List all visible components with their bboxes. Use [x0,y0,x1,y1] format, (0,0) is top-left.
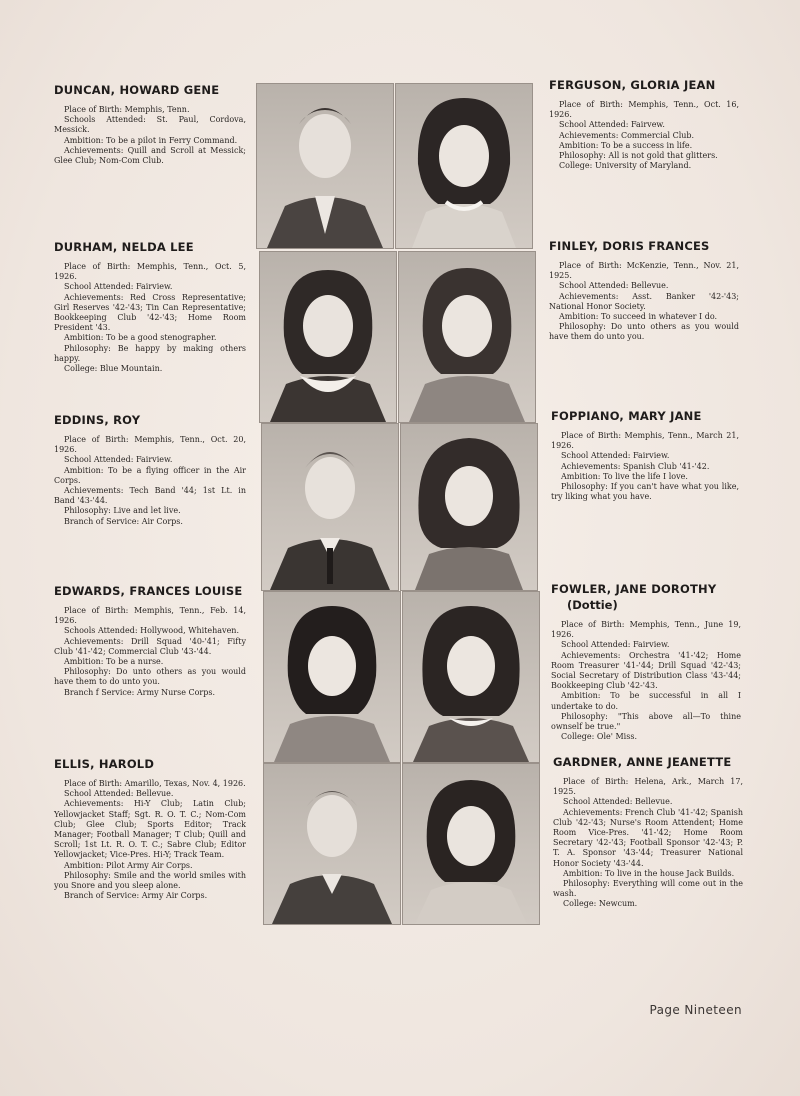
bio-line: Achievements: Orchestra '41-'42; Home Room Treasurer '41-'44; Drill Squad '42-'43; Social Secretary of Distribution Class '43-'44; Bookkeeping Club '42-'43. [551,650,741,691]
bio-line: School Attended: Fairvew. [559,120,665,130]
bio-line: Place of Birth: Memphis, Tenn., Oct. 5, 1926. [54,262,246,282]
bio-line: Ambition: To be a success in life. [559,140,693,150]
portrait-edwards [263,591,401,763]
bio-line: Philosophy: Do unto others as you would have them do unto you. [549,322,739,342]
bio-line: Ambition: Pilot Army Air Corps. [64,860,193,870]
student-name: GARDNER, ANNE JEANETTE [553,755,732,769]
bio-line: Philosophy: If you can't have what you like, try liking what you have. [551,482,739,502]
bio-line: Philosophy: "This above all—To thine ownself be true." [551,711,741,732]
bio-line: School Attended: Bellevue. [64,789,174,799]
bio-line: Philosophy: All is not gold that glitters. [559,151,718,161]
portrait-finley [398,251,536,423]
student-entry-durham [54,240,246,374]
student-name: FOWLER, JANE DOROTHY [551,582,717,596]
student-entry-edwards [54,584,246,698]
bio-line: Achievements: French Club '41-'42; Spanish Club '42-'43; Nurse's Room Attendent; Home Room Vice-Pres. '41-'42; Home Room Secretary '42-'43; Football Sponsor '42-'43; P. T. A. Sponsor '43-'44; Treasurer National Honor Society '43-'44. [553,807,743,868]
bio-line: Philosophy: Smile and the world smiles with you Snore and you sleep alone. [54,870,246,891]
page-number: Page Nineteen [649,1003,742,1017]
bio-line: Place of Birth: Helena, Ark., March 17, 1925. [553,777,743,797]
bio-line: Achievements: Hi-Y Club; Latin Club; Yellowjacket Staff; Sgt. R. O. T. C.; Nom-Com Club; Glee Club; Sports Editor; Track Manager; Football Manager; T Club; Quill and Scroll; 1st Lt. R. O. T. C.; Sabre Club; Editor Yellowjacket; Vice-Pres. Hi-Y; Track Team. [54,799,246,860]
bio-line: School Attended: Fairview. [64,455,173,465]
student-name: FOPPIANO, MARY JANE [551,409,702,423]
bio-line: Achievements: Quill and Scroll at Messick; Glee Club; Nom-Com Club. [54,145,246,166]
portrait-fowler [402,591,540,763]
bio-line: Place of Birth: Memphis, Tenn. [64,105,190,114]
bio-line: Place of Birth: McKenzie, Tenn., Nov. 21, 1925. [549,261,739,281]
bio-line: Branch of Service: Air Corps. [64,516,183,526]
student-name: DURHAM, NELDA LEE [54,240,194,254]
bio-line: Branch of Service: Army Air Corps. [64,891,208,901]
bio-line: Philosophy: Be happy by making others happy. [54,343,246,363]
bio-line: College: Blue Mountain. [64,364,163,374]
student-entry-ellis [54,757,246,901]
bio-line: Schools Attended: St. Paul, Cordova, Messick. [54,115,246,135]
student-entry-gardner [553,755,743,910]
student-bio [549,261,739,343]
bio-line: College: University of Maryland. [559,161,692,171]
student-name: EDWARDS, FRANCES LOUISE [54,584,243,598]
bio-line: Ambition: To succeed in whatever I do. [559,312,718,322]
bio-line: School Attended: Bellevue. [559,281,669,291]
bio-line: Philosophy: Live and let live. [64,506,181,516]
bio-line: Ambition: To be a good stenographer. [64,333,217,343]
student-name: FINLEY, DORIS FRANCES [549,239,710,253]
bio-line: Achievements: Commercial Club. [559,130,695,140]
bio-line: School Attended: Fairview. [561,640,670,650]
bio-line: Ambition: To live in the house Jack Builds. [563,868,735,878]
bio-line: Achievements: Red Cross Representative; Girl Reserves '42-'43; Tin Can Representative; Bookkeeping Club '42-'43; Home Room President '43. [54,292,246,333]
bio-line: Schools Attended: Hollywood, Whitehaven. [64,626,239,636]
bio-line: Branch f Service: Army Nurse Corps. [64,687,216,697]
portrait-ferguson [395,83,533,249]
portrait-eddins [261,423,399,591]
portrait-duncan [256,83,394,249]
bio-line: Philosophy: Everything will come out in the wash. [553,879,743,899]
bio-line: Place of Birth: Memphis, Tenn., Feb. 14, 1926. [54,606,246,626]
bio-line: Ambition: To be a pilot in Ferry Command. [64,135,238,145]
student-name: EDDINS, ROY [54,413,141,427]
bio-line: Achievements: Drill Squad '40-'41; Fifty Club '41-'42; Commercial Club '43-'44. [54,636,246,656]
bio-line: Achievements: Tech Band '44; 1st Lt. in Band '43-'44. [54,486,246,506]
bio-line: School Attended: Fairview. [561,451,670,461]
student-bio [54,105,246,166]
bio-line: College: Ole' Miss. [561,732,637,742]
student-entry-duncan [54,83,246,166]
bio-line: Place of Birth: Amarillo, Texas, Nov. 4, 1926. [64,779,246,788]
bio-line: Ambition: To be a nurse. [64,657,164,667]
student-bio [551,431,739,502]
bio-line: Place of Birth: Memphis, Tenn., Oct. 16, 1926. [549,100,739,120]
student-entry-foppiano [551,409,739,502]
student-bio [54,262,246,374]
student-nickname: (Dottie) [567,598,618,612]
bio-line: Place of Birth: Memphis, Tenn., March 21, 1926. [551,431,739,451]
bio-line: Ambition: To live the life I love. [561,471,688,481]
bio-line: Place of Birth: Memphis, Tenn., Oct. 20, 1926. [54,435,246,455]
student-bio [549,100,739,171]
student-name: DUNCAN, HOWARD GENE [54,83,220,97]
bio-line: Place of Birth: Memphis, Tenn., June 19, 1926. [551,620,741,640]
student-bio [551,620,741,742]
student-bio [54,435,246,527]
portrait-foppiano [400,423,538,591]
bio-line: Philosophy: Do unto others as you would have them to do unto you. [54,667,246,687]
bio-line: College: Newcum. [563,899,638,909]
student-bio [553,777,743,910]
bio-line: Ambition: To be successful in all I undertake to do. [551,691,741,711]
portrait-gardner [402,763,540,925]
portrait-grid [256,83,532,925]
student-entry-eddins [54,413,246,527]
portrait-durham [259,251,397,423]
student-entry-fowler [551,582,741,742]
student-name: ELLIS, HAROLD [54,757,155,771]
student-bio [54,606,246,698]
bio-line: Achievements: Spanish Club '41-'42. [561,461,710,471]
bio-line: School Attended: Fairview. [64,282,173,292]
student-bio [54,779,246,901]
student-entry-ferguson [549,78,739,171]
bio-line: Achievements: Asst. Banker '42-'43; National Honor Society. [549,291,739,311]
bio-line: Ambition: To be a flying officer in the Air Corps. [54,465,246,485]
portrait-ellis [263,763,401,925]
student-entry-finley [549,239,739,343]
bio-line: School Attended: Bellevue. [563,797,673,807]
student-name: FERGUSON, GLORIA JEAN [549,78,716,92]
